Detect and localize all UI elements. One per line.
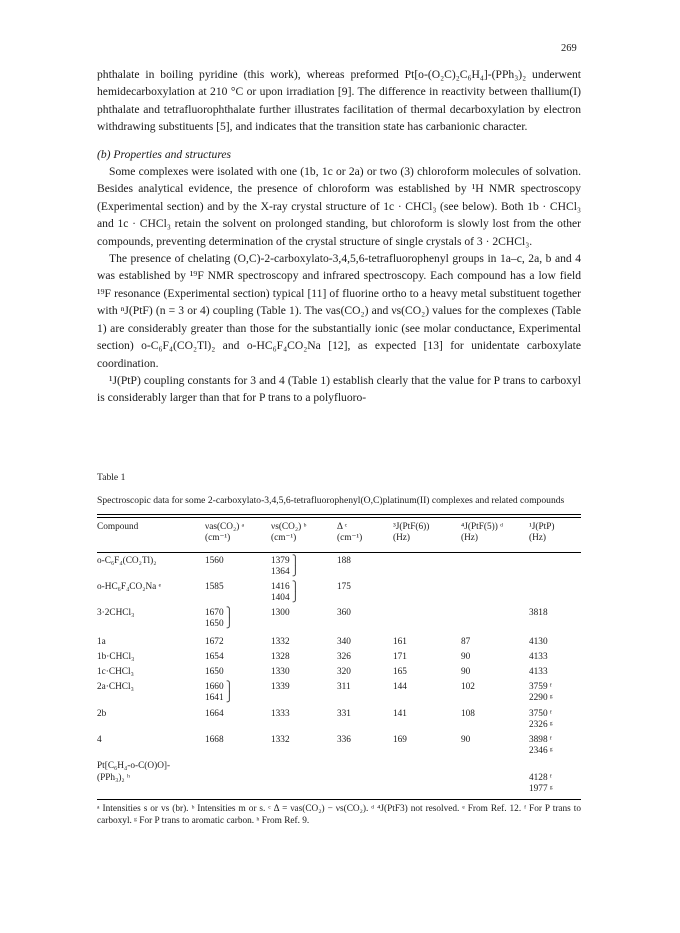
paragraph: The presence of chelating (O,C)-2-carboxylato-3,4,5,6-tetrafluorophenyl groups in 1a–c, 2a, b and 4 was established by ¹⁹F NMR spectroscopy and infrared spectroscopy. Each compound has a low field ¹⁹F resonance (Experimental section) typical [11] of fluorine ortho to a heavy metal substituent together with ⁿJ(PtF) (n = 3 or 4) coupling (Table 1). The νas(CO₂) and νs(CO₂) values for the complexes (Table 1) are considerably greater than those for the substantially ionic (see molar conductance, Experimental section) o-C₆F₄(CO₂Tl)₂ and o-HC₆F₄CO₂Na [12], as expected [13] for unidentate carboxylate coordination. xyxy=(97,252,581,370)
cell-vas: 1585 xyxy=(205,581,224,592)
cell-delta: 331 xyxy=(337,708,351,719)
paragraph: phthalate in boiling pyridine (this work), whereas preformed Pt[o-(O₂C)₂C₆H₄]-(PPh₃)₂ underwent hemidecarboxylation at 210 °C or upon irradiation [9]. The difference in reactivity between thallium(I) phthalate and tetrafluorophthalate further illustrates facilitation of thermal decarboxylation by electron withdrawing substituents [5], and indicates that the transition state has carbanionic character. xyxy=(97,68,581,134)
cell-vas: 1654 xyxy=(205,651,224,662)
header-compound: Compound xyxy=(97,521,139,532)
body-text xyxy=(97,66,581,407)
cell-vas: 1672 xyxy=(205,636,224,647)
cell-j3: 165 xyxy=(393,667,407,678)
cell-compound: 1c·CHCl₃ xyxy=(97,667,134,678)
cell-j3: 171 xyxy=(393,651,407,662)
cell-j3: 144 xyxy=(393,682,407,693)
cell-delta: 326 xyxy=(337,651,351,662)
table-row xyxy=(97,556,581,582)
table-caption: Spectroscopic data for some 2-carboxylato-3,4,5,6-tetrafluorophenyl(O,C)platinum(II) complexes and related compounds xyxy=(97,495,565,506)
cell-j4: 108 xyxy=(461,708,475,719)
cell-vs: 1332 xyxy=(271,636,290,647)
cell-compound: 1a xyxy=(97,636,106,647)
table-row xyxy=(97,735,581,761)
header-vs: νs(CO₂) ᵇ (cm⁻¹) xyxy=(271,521,307,543)
cell-jptp: 3898 ᶠ 2346 ᵍ xyxy=(529,735,553,757)
cell-delta: 188 xyxy=(337,555,351,566)
header-jptp: ¹J(PtP) (Hz) xyxy=(529,521,555,543)
paragraph: Some complexes were isolated with one (1b, 1c or 2a) or two (3) chloroform molecules of solvation. Besides analytical evidence, the presence of chloroform was established by ¹H NMR spectroscopy (Experimental section) and by the X-ray crystal structure of 1c · CHCl₃ (see below). Both 1b · CHCl₃ and 1c · CHCl₃ retain the solvent on prolonged standing, but chloroform is slowly lost from the other compounds, preventing determination of the crystal structure of single crystals of 3 · 2CHCl₃. xyxy=(97,165,581,248)
table-row xyxy=(97,652,581,667)
table-body xyxy=(97,553,581,800)
cell-jptp: 3818 xyxy=(529,608,548,619)
table-footnote: ᵃ Intensities s or vs (br). ᵇ Intensities m or s. ᶜ Δ = νas(CO₂) − νs(CO₂). ᵈ ⁴J(PtF3) not resolved. ᵉ From Ref. 12. ᶠ For P trans to carboxyl. ᵍ For P trans to aromatic carbon. ʰ From Ref. 9. xyxy=(97,804,581,826)
cell-j4: 90 xyxy=(461,651,471,662)
cell-vs: 1328 xyxy=(271,651,290,662)
table-row xyxy=(97,667,581,682)
cell-j4: 102 xyxy=(461,682,475,693)
cell-vas: 1650 xyxy=(205,667,224,678)
paragraph: ¹J(PtP) coupling constants for 3 and 4 (Table 1) establish clearly that the value for P trans to carboxyl is considerably larger than that for P trans to a polyfluoro- xyxy=(97,373,581,405)
table-bottom-rule xyxy=(97,799,581,800)
cell-j3: 161 xyxy=(393,636,407,647)
cell-j4: 90 xyxy=(461,667,471,678)
cell-compound: 1b·CHCl₃ xyxy=(97,651,135,662)
cell-compound: o-C₆F₄(CO₂Tl)₂ xyxy=(97,555,157,566)
cell-vas: 1660 ⎫ 1641 ⎭ xyxy=(205,682,233,704)
cell-jptp: 4130 xyxy=(529,636,548,647)
table-label: Table 1 xyxy=(97,472,126,483)
cell-compound: 3·2CHCl₃ xyxy=(97,608,135,619)
table-row xyxy=(97,637,581,652)
cell-compound: o-HC₆F₄CO₂Na ᵉ xyxy=(97,581,162,592)
table-row xyxy=(97,582,581,608)
cell-jptp: 3750 ᶠ 2326 ᵍ xyxy=(529,708,553,730)
header-j4: ⁴J(PtF(5)) ᵈ (Hz) xyxy=(461,521,504,543)
cell-vas: 1664 xyxy=(205,708,224,719)
cell-vs: 1333 xyxy=(271,708,290,719)
cell-vas: 1560 xyxy=(205,555,224,566)
cell-vs: 1379 ⎫ 1364 ⎭ xyxy=(271,555,299,577)
cell-compound: 4 xyxy=(97,735,102,746)
cell-compound: 2b xyxy=(97,708,107,719)
cell-jptp: 4133 xyxy=(529,651,548,662)
table-row xyxy=(97,608,581,636)
cell-jptp: 4128 ᶠ 1977 ᵍ xyxy=(529,772,553,794)
cell-delta: 340 xyxy=(337,636,351,647)
cell-delta: 336 xyxy=(337,735,351,746)
cell-j3: 141 xyxy=(393,708,407,719)
table-row xyxy=(97,761,581,799)
cell-vas: 1668 xyxy=(205,735,224,746)
cell-delta: 175 xyxy=(337,581,351,592)
page-number: 269 xyxy=(561,43,577,54)
cell-delta: 311 xyxy=(337,682,351,693)
cell-vs: 1330 xyxy=(271,667,290,678)
cell-vs: 1332 xyxy=(271,735,290,746)
table-header-row xyxy=(97,518,581,552)
cell-jptp: 4133 xyxy=(529,667,548,678)
cell-delta: 360 xyxy=(337,608,351,619)
cell-vas: 1670 ⎫ 1650 ⎭ xyxy=(205,608,233,630)
cell-vs: 1416 ⎫ 1404 ⎭ xyxy=(271,581,299,604)
cell-compound: Pt[C₆H₄-o-C(O)O]- (PPh₃)₂ ʰ xyxy=(97,761,171,783)
header-delta: Δ ᶜ (cm⁻¹) xyxy=(337,521,363,543)
header-vas: νas(CO₂) ᵃ (cm⁻¹) xyxy=(205,521,245,543)
section-heading: (b) Properties and structures xyxy=(97,147,232,161)
cell-compound: 2a·CHCl₃ xyxy=(97,682,134,693)
cell-j3: 169 xyxy=(393,735,407,746)
cell-delta: 320 xyxy=(337,667,351,678)
header-j3: ³J(PtF(6)) (Hz) xyxy=(393,521,430,543)
table-1 xyxy=(97,472,581,827)
cell-j4: 90 xyxy=(461,735,471,746)
cell-vs: 1339 xyxy=(271,682,290,693)
cell-jptp: 3759 ᶠ 2290 ᵍ xyxy=(529,682,553,704)
table-row xyxy=(97,682,581,708)
cell-vs: 1300 xyxy=(271,608,290,619)
cell-j4: 87 xyxy=(461,636,471,647)
table-row xyxy=(97,709,581,735)
